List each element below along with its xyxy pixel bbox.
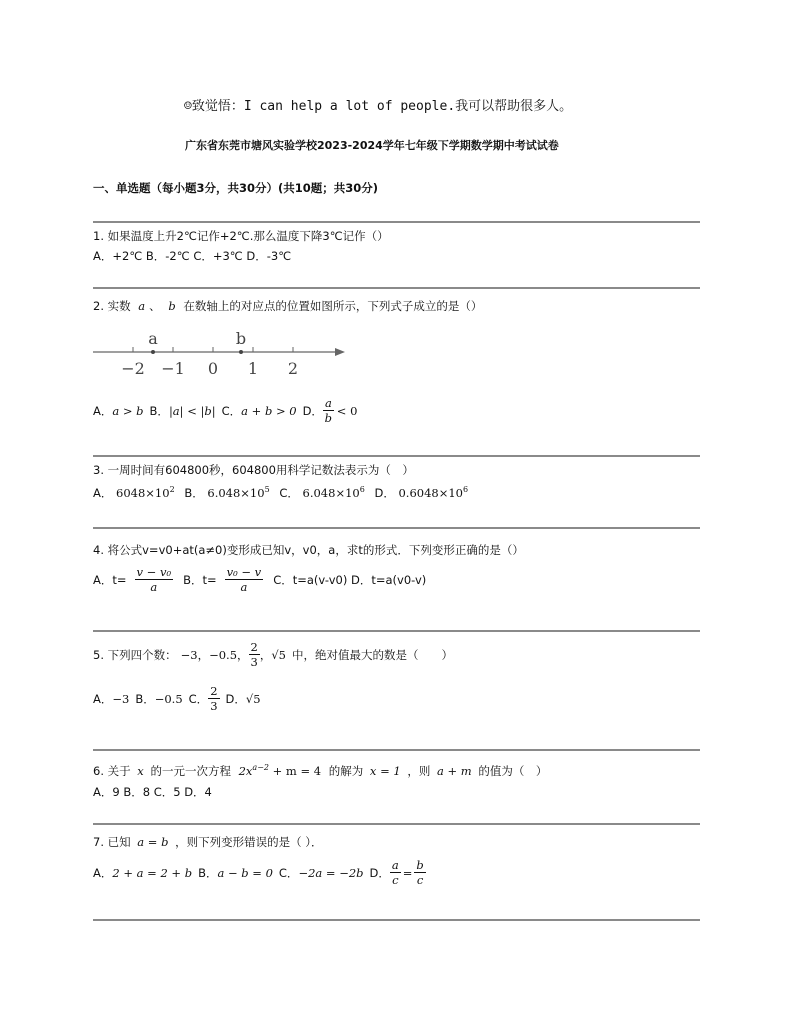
point-b-label: b (235, 330, 247, 348)
number-line (90, 330, 350, 378)
number-line-tick-label: 1 (247, 359, 259, 378)
point-a (151, 350, 155, 354)
question-4-options: A．t= $\frac{\text{v − v₀}}{a}$ B．t= $\frac{\text{v₀ − v}}{a}$ C．t=a(v-v0) D．t=a(v0-v) (93, 565, 427, 594)
number-line-tick-label: −2 (121, 359, 145, 378)
number-line-tick-label: −1 (161, 359, 185, 378)
arrow-right-icon (335, 348, 345, 356)
number-line-tick-label: 2 (287, 359, 299, 378)
question-2-stem: 2. 实数 a 、 b 在数轴上的对应点的位置如图所示，下列式子成立的是（） (93, 299, 483, 313)
divider (93, 221, 700, 223)
question-1-stem: 1. 如果温度上升2℃记作+2℃.那么温度下降3℃记作（） (93, 229, 389, 243)
question-2-options: A． a > b B． |a| < |b| C． a + b > 0 D． $\frac{a}{b}$ < 0 (93, 396, 358, 425)
fraction: $\frac{b}{c}$ (416, 858, 424, 887)
question-7-stem: 7. 已知 a = b ，则下列变形错误的是（ ）． (93, 835, 323, 849)
fraction: $\frac{\text{v₀ − v}}{a}$ (226, 565, 262, 594)
question-7-options: A． 2 + a = 2 + b B． a − b = 0 C． −2a = −2b D． $\frac{a}{c}$ = $\frac{b}{c}$ (93, 858, 424, 887)
question-4-stem: 4. 将公式v=v0+at(a≠0)变形成已知v，v0，a，求t的形式．下列变形正确的是（） (93, 543, 524, 557)
section-heading: 一、单选题（每小题3分，共30分）(共10题；共30分) (93, 181, 379, 195)
fraction: $\frac{2}{3}$ (210, 684, 218, 713)
number-line-tick-label: 0 (207, 359, 219, 378)
motto-line: ☺致觉悟：I can help a lot of people.我可以帮助很多人。 (184, 99, 573, 114)
exam-title: 广东省东莞市塘风实验学校2023-2024学年七年级下学期数学期中考试试卷 (185, 139, 559, 152)
question-3-stem: 3. 一周时间有604800秒，604800用科学记数法表示为（ ） (93, 463, 414, 477)
divider (93, 455, 700, 457)
divider (93, 919, 700, 921)
fraction: $\frac{\text{v − v₀}}{a}$ (136, 565, 172, 594)
divider (93, 749, 700, 751)
fraction: $\frac{2}{3}$ (250, 640, 258, 669)
fraction: $\frac{a}{b}$ (324, 396, 333, 425)
question-1-options: A．+2℃ B．-2℃ C．+3℃ D．-3℃ (93, 249, 292, 263)
point-b (239, 350, 243, 354)
divider (93, 823, 700, 825)
question-3-options: A． $6048\times 10^2$ B． $6.048\times 10^5$ C． $6.048\times 10^6$ D． $0.6048\times 10^6$ (93, 485, 469, 500)
question-6-stem: 6. 关于 x 的一元一次方程 $2x^{a-2} + m = 4$ 的解为 x = 1 ，则 a + m 的值为（ ） (93, 763, 548, 778)
divider (93, 527, 700, 529)
fraction: $\frac{a}{c}$ (391, 858, 399, 887)
question-5-stem: 5. 下列四个数： −3 ， −0.5 ， $\frac{2}{3}$ ， √5 中，绝对值最大的数是（ ） (93, 640, 454, 669)
divider (93, 630, 700, 632)
point-a-label: a (148, 330, 158, 348)
question-6-options: A．9 B．8 C．5 D．4 (93, 785, 212, 799)
divider (93, 287, 700, 289)
question-5-options: A． −3 B． −0.5 C． $\frac{2}{3}$ D． √5 (93, 684, 261, 713)
